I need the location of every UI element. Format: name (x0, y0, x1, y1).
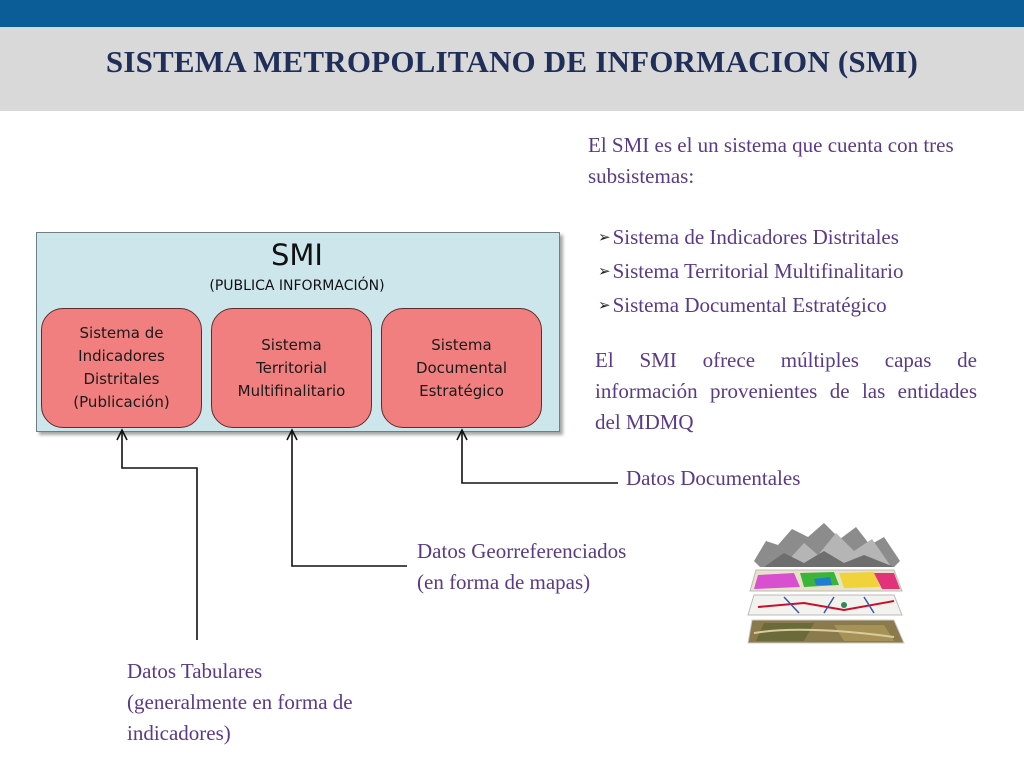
subsystem-label: Sistema Territorial Multifinalitario (237, 335, 346, 400)
intro-text: El SMI es el un sistema que cuenta con tres subsistemas: (588, 133, 954, 188)
slide-title: SISTEMA METROPOLITANO DE INFORMACION (SMI) (105, 44, 919, 79)
subsystem-label: Sistema de Indicadores Distritales (Publicación) (73, 324, 170, 411)
connector-tabular (122, 432, 197, 640)
input-label-georreferenciados (417, 536, 626, 598)
bullet-text: Sistema de Indicadores Distritales (612, 225, 899, 249)
connector-documental (462, 432, 618, 483)
bullet-text: Sistema Territorial Multifinalitario (612, 259, 904, 283)
smi-subtitle: (PUBLICA INFORMACIÓN) (209, 278, 385, 294)
input-label-line: Datos Documentales (626, 466, 801, 490)
input-label-line: indicadores) (127, 721, 231, 745)
input-label-documental (626, 463, 800, 494)
arrow-bullet-icon: ➢ (598, 264, 611, 280)
smi-title: SMI (271, 238, 323, 272)
map-layers-icon (744, 515, 914, 650)
input-label-tabulares (127, 656, 353, 749)
description-text: El SMI ofrece múltiples capas de información provenientes de las entidades del MDMQ (595, 348, 977, 434)
arrow-bullet-icon: ➢ (598, 298, 611, 314)
arrow-bullet-icon: ➢ (598, 230, 611, 246)
map-layer-aerial (748, 620, 904, 643)
map-layer-terrain (754, 523, 900, 567)
bullet-text: Sistema Documental Estratégico (612, 293, 887, 317)
input-label-line: Datos Tabulares (127, 659, 263, 683)
input-label-line: (en forma de mapas) (417, 570, 591, 594)
map-layer-roads (748, 595, 902, 615)
input-label-line: Datos Georreferenciados (417, 539, 627, 563)
connector-geo (292, 432, 407, 566)
map-layer-landuse (750, 570, 902, 591)
subsystem-label: Sistema Documental Estratégico (415, 335, 508, 400)
input-label-line: (generalmente en forma de (127, 690, 353, 714)
